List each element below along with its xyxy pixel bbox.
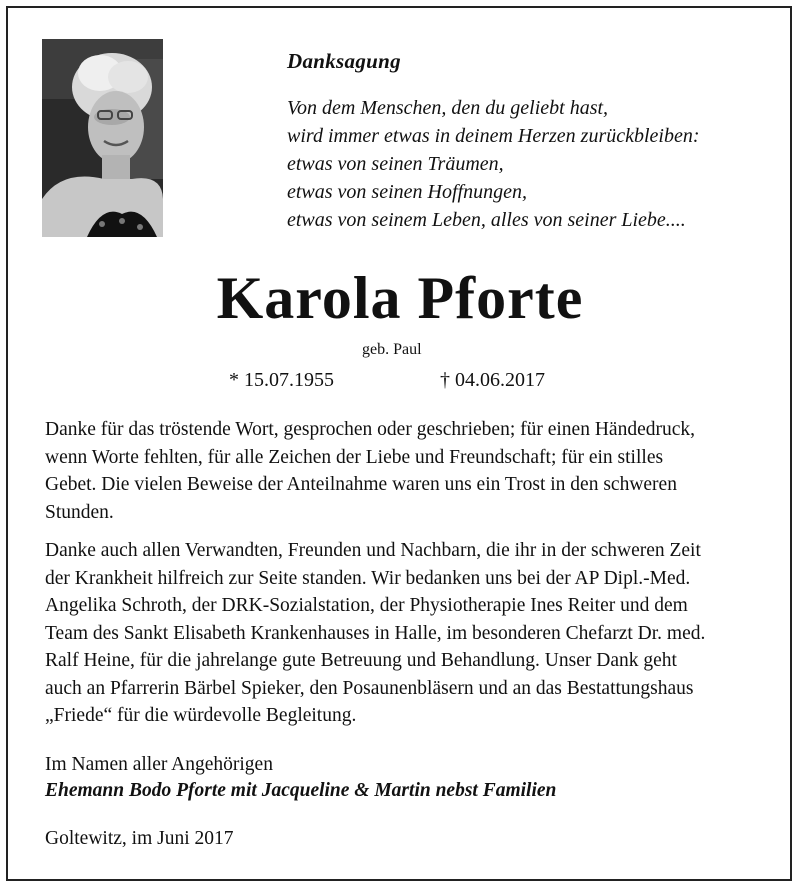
paragraph-line: „Friede“ für die würdevolle Begleitung.	[45, 705, 357, 726]
paragraph-line: wenn Worte fehlten, für alle Zeichen der Liebe und Freundschaft; für ein stilles	[45, 446, 664, 468]
thanks-paragraph-2	[45, 537, 765, 730]
birth-date: * 15.07.1955	[229, 369, 334, 391]
portrait-photo	[42, 39, 163, 237]
poem-line: etwas von seinem Leben, alles von seiner Liebe....	[287, 209, 686, 231]
paragraph-line: Angelika Schroth, der DRK-Sozialstation, der Physiotherapie Ines Reiter und dem	[45, 595, 688, 616]
signature-names: Ehemann Bodo Pforte mit Jacqueline & Martin nebst Familien	[45, 780, 557, 801]
paragraph-line: auch an Pfarrerin Bärbel Spieker, den Posaunenbläsern und an das Bestattungshaus	[45, 677, 694, 699]
deceased-name: Karola Pforte	[216, 265, 584, 331]
death-date: † 04.06.2017	[440, 369, 545, 391]
notice-heading: Danksagung	[287, 49, 401, 73]
paragraph-line: Danke für das tröstende Wort, gesprochen oder geschrieben; für einen Händedruck,	[45, 419, 695, 440]
poem-line: Von dem Menschen, den du geliebt hast,	[287, 97, 609, 119]
poem	[287, 94, 700, 234]
paragraph-line: Danke auch allen Verwandten, Freunden und Nachbarn, die ihr in der schweren Zeit	[45, 540, 701, 561]
poem-line: wird immer etwas in deinem Herzen zurückbleiben:	[287, 125, 700, 147]
paragraph-line: Team des Sankt Elisabeth Krankenhauses in Halle, im besonderen Chefarzt Dr. med.	[45, 622, 706, 644]
paragraph-line: Gebet. Die vielen Beweise der Anteilnahme waren uns ein Trost in den schweren	[45, 474, 677, 495]
paragraph-line: der Krankheit hilfreich zur Seite standen. Wir bedanken uns bei der AP Dipl.-Med.	[45, 567, 691, 589]
maiden-name: geb. Paul	[362, 341, 422, 358]
poem-line: etwas von seinen Hoffnungen,	[287, 181, 527, 203]
poem-line: etwas von seinen Träumen,	[287, 153, 504, 175]
place-and-date: Goltewitz, im Juni 2017	[45, 828, 234, 849]
thanks-paragraph-1	[45, 416, 765, 526]
signature-intro: Im Namen aller Angehörigen	[45, 754, 273, 775]
paragraph-line: Ralf Heine, für die jahrelange gute Betreuung und Behandlung. Unser Dank geht	[45, 650, 677, 671]
paragraph-line: Stunden.	[45, 501, 114, 523]
